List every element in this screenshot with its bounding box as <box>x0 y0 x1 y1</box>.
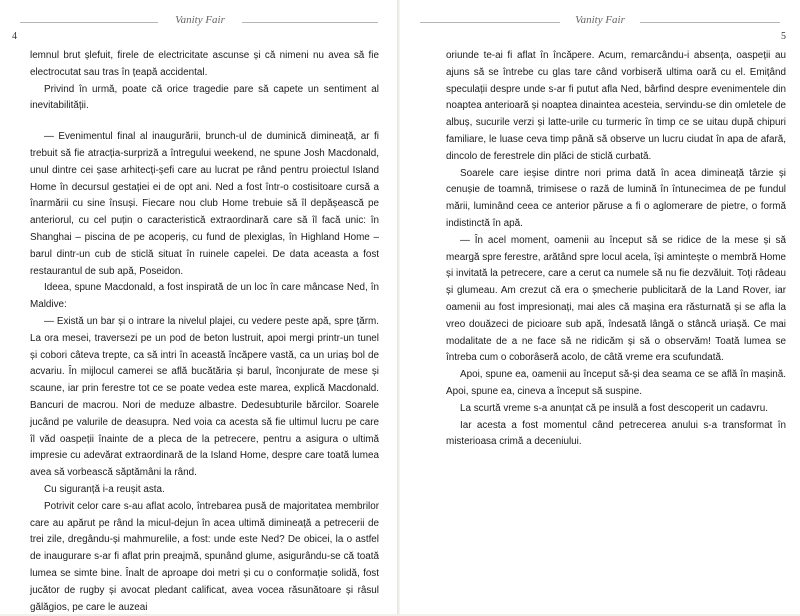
paragraph: — Evenimentul final al inaugurării, brunch-ul de duminică dimineață, ar fi trebuit să fie atracția-surpriză a întregului weekend, ne spune Josh Macdonald, unul dintre cei șase arhitecți-șefi care au lucrat pe rând pentru proiectul Island Home în decursul gestației ei de opt ani. Ned a fost într-o costisitoare cursă a înarmării cu sine însuși. Fiecare nou club Home trebuie să îl depășească pe anteriorul, cu cel puțin o caracteristică extraordinară care să îl facă unic: în Shanghai – piscina de pe acoperiș, cu fund de plexiglas, în Highland Home – barul dintr-un cub de sticlă situat în ruinele capelei. De data aceasta a fost restaurantul de sub apă, Poseidon. <box>30 131 379 277</box>
paragraph: Privind în urmă, poate că orice tragedie pare să capete un sentiment al inevitabilității. <box>30 83 379 112</box>
header-rule-right <box>242 22 378 23</box>
paragraph: lemnul brut șlefuit, firele de electricitate ascunse și că nimeni nu avea să fie electrocutat sau tras în țeapă accidental. <box>30 50 379 78</box>
paragraph: Ideea, spune Macdonald, a fost inspirată de un loc în care mâncase Ned, în Maldive: <box>30 282 379 311</box>
page-number: 5 <box>781 31 786 42</box>
left-page <box>0 0 400 614</box>
paragraph: oriunde te-ai fi aflat în încăpere. Acum, remarcându-i absența, oaspeții au ajuns să se întrebe cu glas tare când vorbiseră ultima oară cu el. Emițând speculații despre unde s-ar fi putut afla Ned, bârfind despre evenimentele din noaptea anterioară și noaptea dinaintea acesteia, servindu-se din omletele de albuș, sucurile verzi și latte-urile cu turmeric în timp ce se uitau după chipuri familiare, le luase ceva timp până să observe un lucru ciudat în apa de afară, dincolo de ferestrele din plăci de sticlă curbată. <box>446 50 786 162</box>
paragraph: Cu siguranță i-a reușit asta. <box>44 483 165 495</box>
body-text <box>446 48 786 451</box>
paragraph: Soarele care ieșise dintre nori prima dată în acea dimineață târzie și cenușie de toamnă, trimisese o rază de lumină în întunecimea de pe fundul mării, luminând ceea ce anterior păruse a fi o aglomerare de pietre, o formă indistinctă în apă. <box>446 167 786 229</box>
paragraph: — În acel moment, oamenii au început să se ridice de la mese și să meargă spre ferestre, arătând spre locul acela, își amintește o membră Home și invitată la petrecere, care a cerut ca numele să nu fie dezvăluit. Toți râdeau și glumeau. Am crezut că era o șmecherie publicitară de la Land Rover, iar oamenii au fost impresionați, mai ales că mașina era răsturnată și se afla la vreo douăzeci de picioare sub apă, îndesată lângă o stâncă uriașă. Ce mai modalitate de a ne face să ne ridicăm și să o observăm! Toată lumea se întreba cum o coborâseră acolo, de câtă vreme era scufundată. <box>446 234 786 364</box>
running-head: Vanity Fair <box>175 14 225 26</box>
right-page <box>400 0 800 614</box>
paragraph: Apoi, spune ea, oamenii au început să-și dea seama ce se află în mașină. Apoi, spune ea, cineva a început să suspine. <box>446 369 786 397</box>
paragraph: La scurtă vreme s-a anunțat că pe insulă a fost descoperit un cadavru. <box>460 402 768 414</box>
paragraph: — Există un bar și o intrare la nivelul plajei, cu vedere peste apă, spre țărm. La ora mesei, traversezi pe un pod de beton lustruit, apoi mergi printr-un tunel și cobori câteva trepte, ca să intri în această încăpere vastă, ca un uriaș bol de acvariu. În mijlocul camerei se află bucătăria și barul, înconjurate de mese și scaune, iar prin ferestre tot ce se poate vedea este marea, explică Macdonald. Bancuri de macrou. Nori de meduze albastre. Dedesubturile bărcilor. Soarele jucând pe valurile de deasupra. Ned voia ca acesta să fie ultimul lucru pe care îl văd oaspeții înainte de a pleca de la petrecere, pentru a asigura o ultimă impresie cu adevărat extraordinară de la Island Home, despre care toată lumea avea să vorbească săptămâni la rând. <box>30 315 379 479</box>
header-rule-right <box>640 22 780 23</box>
body-text <box>30 48 379 616</box>
paragraph: Potrivit celor care s-au aflat acolo, întrebarea pusă de majoritatea membrilor care au apărut pe rând la micul-dejun în acea ultimă dimineață a petrecerii de trei zile, dregându-și mahmurelile, a fost: unde este Ned? De obicei, la o astfel de inaugurare s-ar fi aflat prin preajmă, spunând glume, asigurându-se că toată lumea se simte bine. Înalt de aproape doi metri și cu o conformație solidă, fost jucător de rugby și avocat pledant calificat, avea vocea răsunătoare și râsul gălăgios, pe care le auzeai <box>30 500 379 613</box>
paragraph: Iar acesta a fost momentul când petrecerea anului s-a transformat în misterioasa crimă a deceniului. <box>446 419 786 448</box>
page-number: 4 <box>12 31 17 42</box>
running-head: Vanity Fair <box>575 14 625 26</box>
